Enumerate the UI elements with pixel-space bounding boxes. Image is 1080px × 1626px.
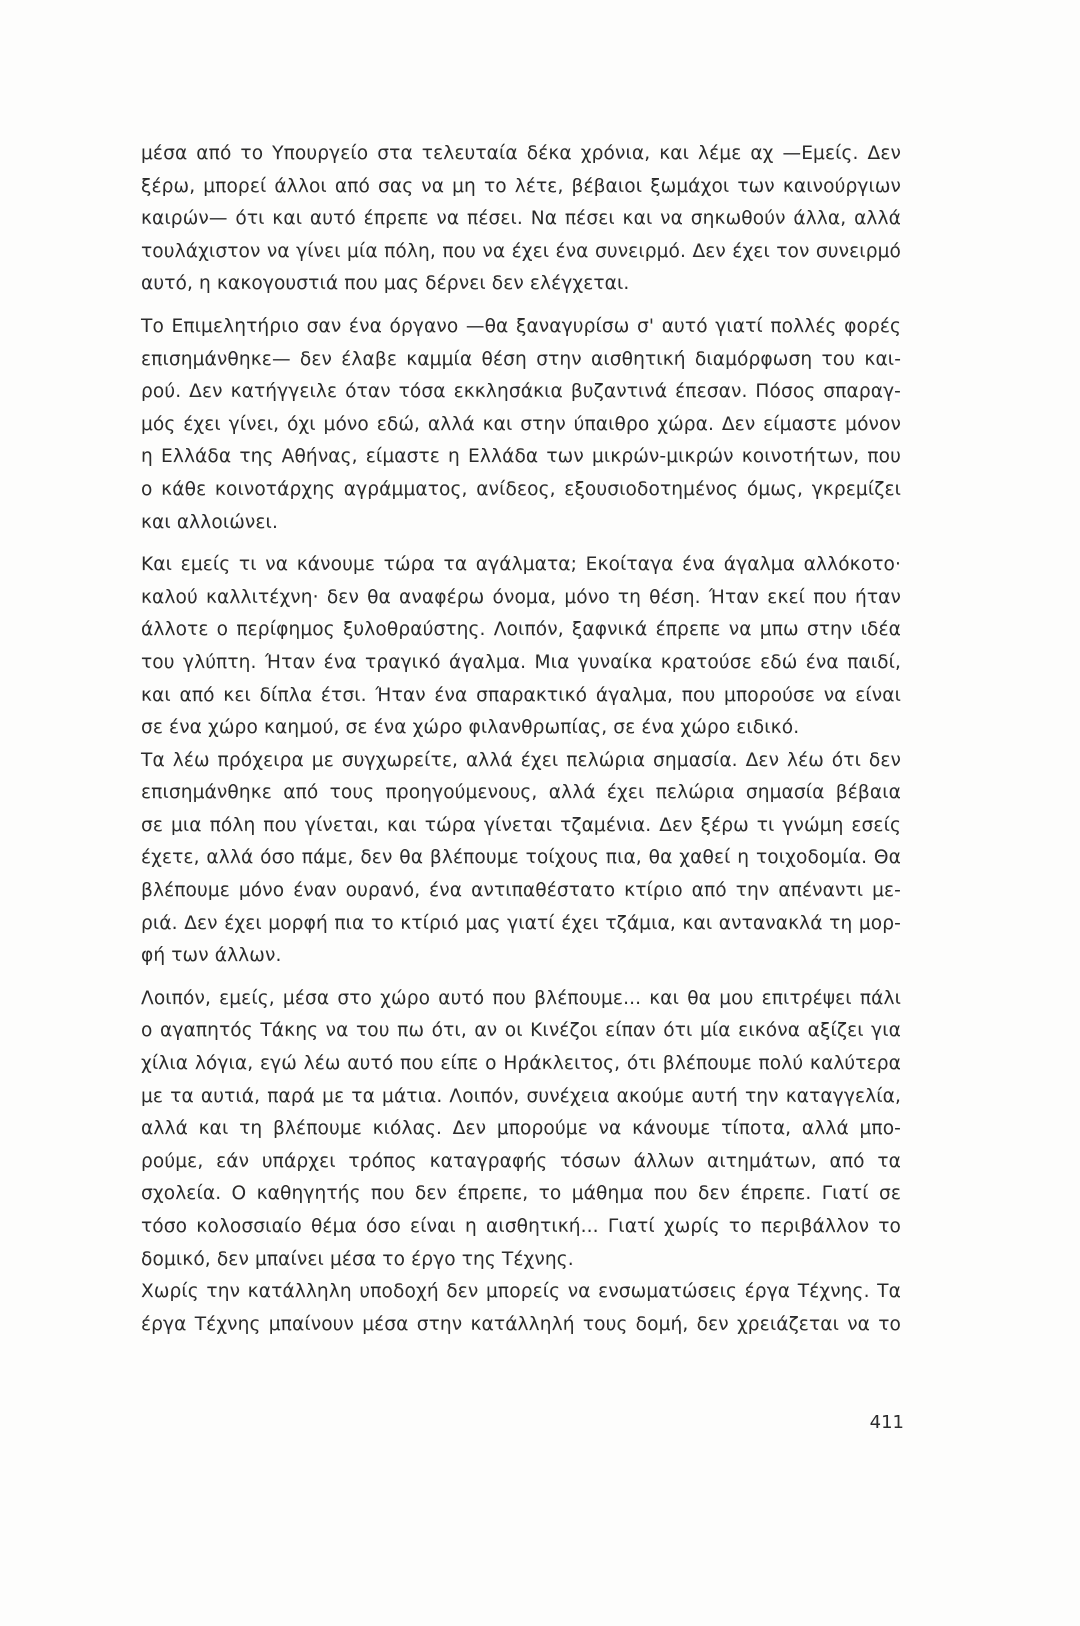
- text-line: επισημάνθηκε— δεν έλαβε καμμία θέση στην αισθητική διαμόρφωση του και-: [141, 348, 901, 370]
- text-line: αλλά και τη βλέπουμε κιόλας. Δεν μπορούμε να κάνουμε τίποτα, αλλά μπο-: [141, 1118, 901, 1140]
- text-line: τόσο κολοσσιαίο θέμα όσο είναι η αισθητική... Γιατί χωρίς το περιβάλλον το: [141, 1216, 901, 1237]
- text-line: σε ένα χώρο καημού, σε ένα χώρο φιλανθρωπίας, σε ένα χώρο ειδικό.: [141, 717, 800, 739]
- text-line: καιρών— ότι και αυτό έπρεπε να πέσει. Να πέσει και να σηκωθούν άλλα, αλλά: [141, 208, 901, 230]
- text-line: επισημάνθηκε από τους προηγούμενους, αλλά έχει πελώρια σημασία βέβαια: [141, 782, 901, 804]
- text-line: καλού καλλιτέχνη· δεν θα αναφέρω όνομα, μόνο τη θέση. Ήταν εκεί που ήταν: [141, 586, 901, 608]
- text-line: μός έχει γίνει, όχι μόνο εδώ, αλλά και στην ύπαιθρο χώρα. Δεν είμαστε μόνον: [141, 413, 901, 435]
- text-line: άλλοτε ο περίφημος ξυλοθραύστης. Λοιπόν, ξαφνικά έπρεπε να μπω στην ιδέα: [141, 619, 901, 641]
- text-line: ο κάθε κοινοτάρχης αγράμματος, ανίδεος, εξουσιοδοτημένος όμως, γκρεμίζει: [141, 478, 901, 500]
- text-line: με τα αυτιά, παρά με τα μάτια. Λοιπόν, συνέχεια ακούμε αυτή την καταγγελία,: [141, 1085, 901, 1107]
- paragraph-4: [141, 745, 901, 973]
- text-line: σε μια πόλη που γίνεται, και τώρα γίνεται τζαμένια. Δεν ξέρω τι γνώμη εσείς: [141, 814, 901, 836]
- text-line: δομικό, δεν μπαίνει μέσα το έργο της Τέχνης.: [141, 1248, 574, 1270]
- text-line: η Ελλάδα της Αθήνας, είμαστε η Ελλάδα των μικρών-μικρών κοινοτήτων, που: [141, 446, 901, 468]
- paragraph-5: [141, 983, 901, 1276]
- text-line: βλέπουμε μόνο έναν ουρανό, ένα αντιπαθέστατο κτίριο από την απέναντι με-: [141, 880, 901, 902]
- text-line: αυτό, η κακογουστιά που μας δέρνει δεν ελέγχεται.: [141, 273, 630, 295]
- text-line: χίλια λόγια, εγώ λέω αυτό που είπε ο Ηράκλειτος, ότι βλέπουμε πολύ καλύτερα: [141, 1053, 901, 1075]
- text-line: ο αγαπητός Τάκης να του πω ότι, αν οι Κινέζοι είπαν ότι μία εικόνα αξίζει για: [141, 1020, 901, 1042]
- body-text: [141, 138, 901, 1341]
- text-line: Χωρίς την κατάλληλη υποδοχή δεν μπορείς να ενσωματώσεις έργα Τέχνης. Τα: [141, 1281, 901, 1303]
- paragraph-3: [141, 549, 901, 745]
- text-line: τουλάχιστον να γίνει μία πόλη, που να έχει ένα συνειρμό. Δεν έχει τον συνειρμό: [141, 240, 901, 262]
- text-line: έργα Τέχνης μπαίνουν μέσα στην κατάλληλή τους δομή, δεν χρειάζεται να το: [141, 1313, 901, 1335]
- text-line: ριά. Δεν έχει μορφή πια το κτίριό μας γιατί έχει τζάμια, και αντανακλά τη μορ-: [141, 912, 901, 934]
- text-line: Το Επιμελητήριο σαν ένα όργανο —θα ξαναγυρίσω σ' αυτό γιατί πολλές φορές: [141, 315, 901, 337]
- text-line: Τα λέω πρόχειρα με συγχωρείτε, αλλά έχει πελώρια σημασία. Δεν λέω ότι δεν: [141, 749, 901, 771]
- text-line: του γλύπτη. Ήταν ένα τραγικό άγαλμα. Μια γυναίκα κρατούσε εδώ ένα παιδί,: [141, 651, 901, 673]
- text-line: Λοιπόν, εμείς, μέσα στο χώρο αυτό που βλέπουμε... και θα μου επιτρέψει πάλι: [141, 987, 901, 1009]
- text-line: μέσα από το Υπουργείο στα τελευταία δέκα χρόνια, και λέμε αχ —Εμείς. Δεν: [141, 143, 901, 164]
- text-line: και αλλοιώνει.: [141, 511, 278, 533]
- text-line: έχετε, αλλά όσο πάμε, δεν θα βλέπουμε τοίχους πια, θα χαθεί η τοιχοδομία. Θα: [141, 847, 901, 869]
- text-line: ρούμε, εάν υπάρχει τρόπος καταγραφής τόσων άλλων αιτημάτων, από τα: [141, 1150, 901, 1172]
- text-line: ξέρω, μπορεί άλλοι από σας να μη το λέτε, βέβαιοι ξωμάχοι των καινούργιων: [141, 175, 901, 197]
- page-number: 411: [869, 1412, 904, 1433]
- paragraph-6: [141, 1276, 901, 1341]
- text-line: Και εμείς τι να κάνουμε τώρα τα αγάλματα; Εκοίταγα ένα άγαλμα αλλόκοτο·: [141, 554, 901, 576]
- text-line: σχολεία. Ο καθηγητής που δεν έπρεπε, το μάθημα που δεν έπρεπε. Γιατί σε: [141, 1183, 901, 1205]
- text-line: και από κει δίπλα έτσι. Ήταν ένα σπαρακτικό άγαλμα, που μπορούσε να είναι: [141, 684, 901, 706]
- text-line: φή των άλλων.: [141, 945, 282, 967]
- paragraph-2: [141, 311, 901, 539]
- text-line: ρού. Δεν κατήγγειλε όταν τόσα εκκλησάκια βυζαντινά έπεσαν. Πόσος σπαραγ-: [141, 381, 901, 403]
- paragraph-1: [141, 138, 901, 301]
